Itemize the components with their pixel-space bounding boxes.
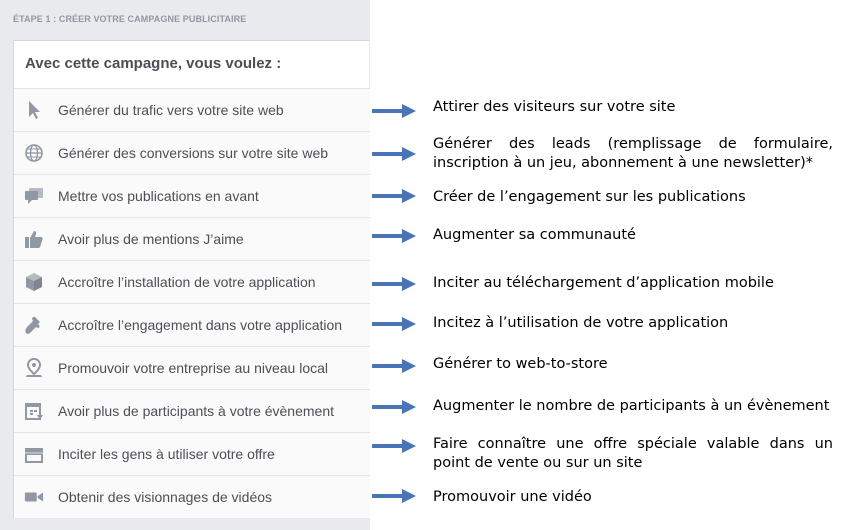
objective-app-engagement[interactable] (14, 303, 370, 346)
objective-video-views[interactable] (14, 475, 370, 518)
objective-description: Générer des leads (remplissage de formulaire, inscription à un jeu, abonnement à une newsletter)* (433, 136, 833, 171)
objective-label: Générer des conversions sur votre site web (58, 145, 329, 161)
arrow-right-icon (372, 439, 416, 453)
arrow-right-icon (372, 229, 416, 243)
campaign-objectives-panel (13, 40, 369, 518)
cube-icon (24, 272, 44, 292)
map-pin-icon (24, 358, 44, 378)
objective-description: Attirer des visiteurs sur votre site (433, 99, 676, 115)
thumbs-up-icon (24, 229, 44, 249)
arrow-right-icon (372, 147, 416, 161)
puzzle-icon (24, 315, 44, 335)
objective-description: Augmenter sa communauté (433, 227, 636, 243)
objective-description: Augmenter le nombre de participants à un évènement (433, 398, 830, 414)
objective-label: Générer du trafic vers votre site web (58, 102, 284, 118)
objective-label: Promouvoir votre entreprise au niveau local (58, 360, 329, 376)
objective-description: Incitez à l’utilisation de votre application (433, 315, 729, 331)
arrow-right-icon (372, 189, 416, 203)
objective-label: Obtenir des visionnages de vidéos (58, 489, 273, 505)
arrow-right-icon (372, 104, 416, 118)
objective-label: Accroître l’installation de votre application (58, 274, 316, 290)
objective-event-responses[interactable] (14, 389, 370, 432)
objective-description: Créer de l’engagement sur les publications (433, 189, 746, 205)
arrow-right-icon (372, 317, 416, 331)
objective-description: Générer to web-to-store (433, 356, 608, 372)
arrow-right-icon (372, 400, 416, 414)
objective-label: Mettre vos publications en avant (58, 188, 259, 204)
cursor-icon (24, 100, 44, 120)
objective-label: Avoir plus de participants à votre évènement (58, 403, 335, 419)
arrow-right-icon (372, 489, 416, 503)
objective-traffic[interactable] (14, 88, 370, 131)
objective-app-installs[interactable] (14, 260, 370, 303)
globe-icon (24, 143, 44, 163)
objective-offer-claims[interactable] (14, 432, 370, 475)
objective-conversions[interactable] (14, 131, 370, 174)
objective-description: Promouvoir une vidéo (433, 489, 592, 505)
objective-local-awareness[interactable] (14, 346, 370, 389)
step-header: ÉTAPE 1 : CRÉER VOTRE CAMPAGNE PUBLICITAIRE (13, 14, 247, 24)
panel-title: Avec cette campagne, vous voulez : (25, 55, 282, 72)
objective-description: Inciter au téléchargement d’application mobile (433, 275, 774, 291)
arrow-right-icon (372, 277, 416, 291)
objective-label: Inciter les gens à utiliser votre offre (58, 446, 275, 462)
objective-page-likes[interactable] (14, 217, 370, 260)
speech-bubble-icon (24, 186, 44, 206)
objective-page-post-engagement[interactable] (14, 174, 370, 217)
arrow-right-icon (372, 359, 416, 373)
calendar-icon (24, 401, 44, 421)
objective-label: Avoir plus de mentions J’aime (58, 231, 244, 247)
video-camera-icon (24, 487, 44, 507)
objective-label: Accroître l’engagement dans votre application (58, 317, 343, 333)
objective-description: Faire connaître une offre spéciale valable dans un point de vente ou sur un site (433, 436, 833, 471)
offer-tag-icon (24, 444, 44, 464)
